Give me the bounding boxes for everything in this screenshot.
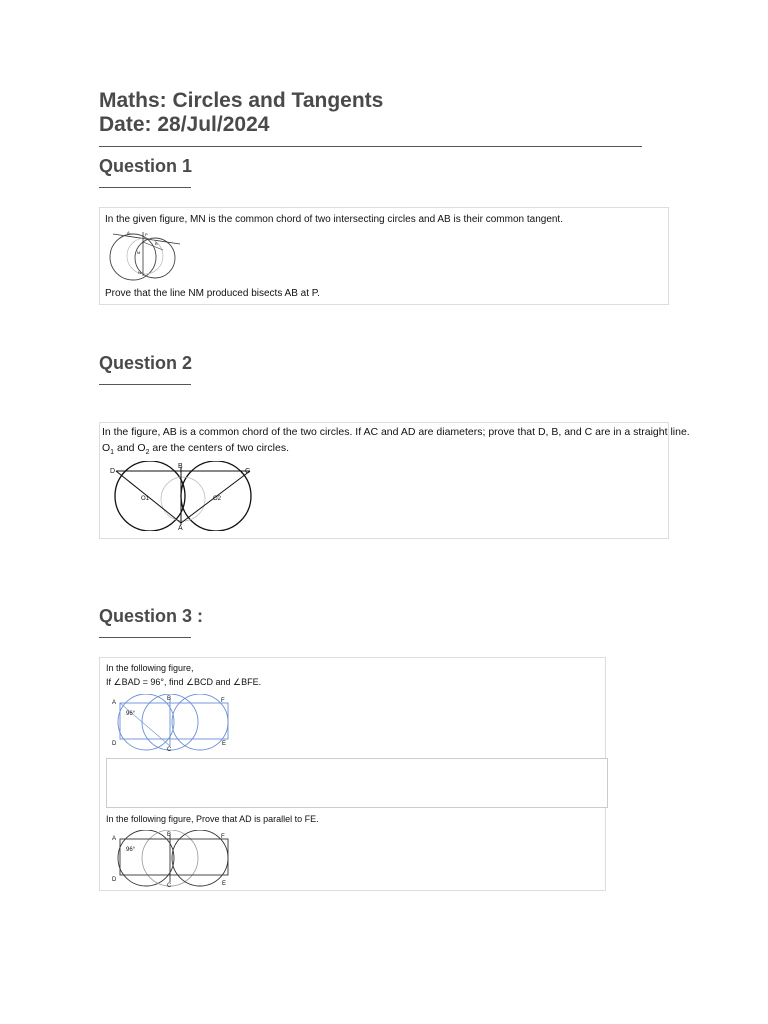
svg-text:D: D [112,741,117,747]
question-2-heading: Question 2 [99,353,193,373]
question-1-figure [105,228,185,286]
svg-text:E: E [222,741,227,747]
page-date: Date: 28/Jul/2024 [99,113,270,136]
question-3-part2-text: In the following figure, Prove that AD is parallel to FE. [106,814,319,824]
svg-text:B: B [167,696,172,702]
question-3-card [99,657,606,891]
svg-text:A: A [112,836,117,842]
question-2-card [99,422,690,539]
question-3-figure-a [108,694,238,752]
question-3-text-line1: In the following figure, [106,663,194,673]
question-3-answer-box[interactable] [106,758,608,808]
page-title: Maths: Circles and Tangents [99,89,384,112]
svg-text:E: E [222,881,227,887]
svg-text:96°: 96° [126,847,136,853]
question-1-card [99,207,669,305]
question-1-prove-text: Prove that the line NM produced bisects AB at P. [105,288,320,299]
fig2-label-d: D [110,468,116,475]
fig2-label-o2: O2 [213,496,222,502]
svg-text:C: C [167,747,172,752]
question-3-figure-b [108,830,238,888]
svg-text:96°: 96° [126,711,136,717]
question-2-centers-text: $O_1$ and $O_2$ are the centers of two circles. [102,442,289,457]
svg-text:F: F [221,834,225,840]
svg-text:N: N [138,270,141,275]
svg-text:P: P [145,232,148,237]
svg-text:D: D [112,877,117,883]
svg-text:A: A [112,700,117,706]
question-2-figure [108,461,258,531]
svg-text:C: C [167,883,172,888]
fig2-label-o1: O1 [141,496,150,502]
question-2-underline [99,384,191,385]
question-1-heading: Question 1 [99,156,193,176]
svg-text:M: M [137,250,141,255]
question-3-heading: Question 3 : [99,606,204,626]
question-3-underline [99,637,191,638]
svg-text:B: B [155,241,158,246]
question-1-text: In the given figure, MN is the common chord of two intersecting circles and AB is their common tangent. [105,214,563,225]
fig2-label-a: A [178,525,183,531]
svg-text:B: B [167,832,172,838]
fig2-label-c: C [245,468,251,475]
question-1-underline [99,187,191,188]
fig2-label-b: B [178,463,183,470]
svg-text:A: A [127,230,130,235]
header-divider [99,146,642,147]
question-3-text-line2: If ∠BAD = 96°, find ∠BCD and ∠BFE. [106,677,262,687]
question-2-text: In the figure, AB is a common chord of the two circles. If AC and AD are diameters; prove that D, B, and C are in a straight line. [102,426,690,438]
svg-text:F: F [221,698,225,704]
